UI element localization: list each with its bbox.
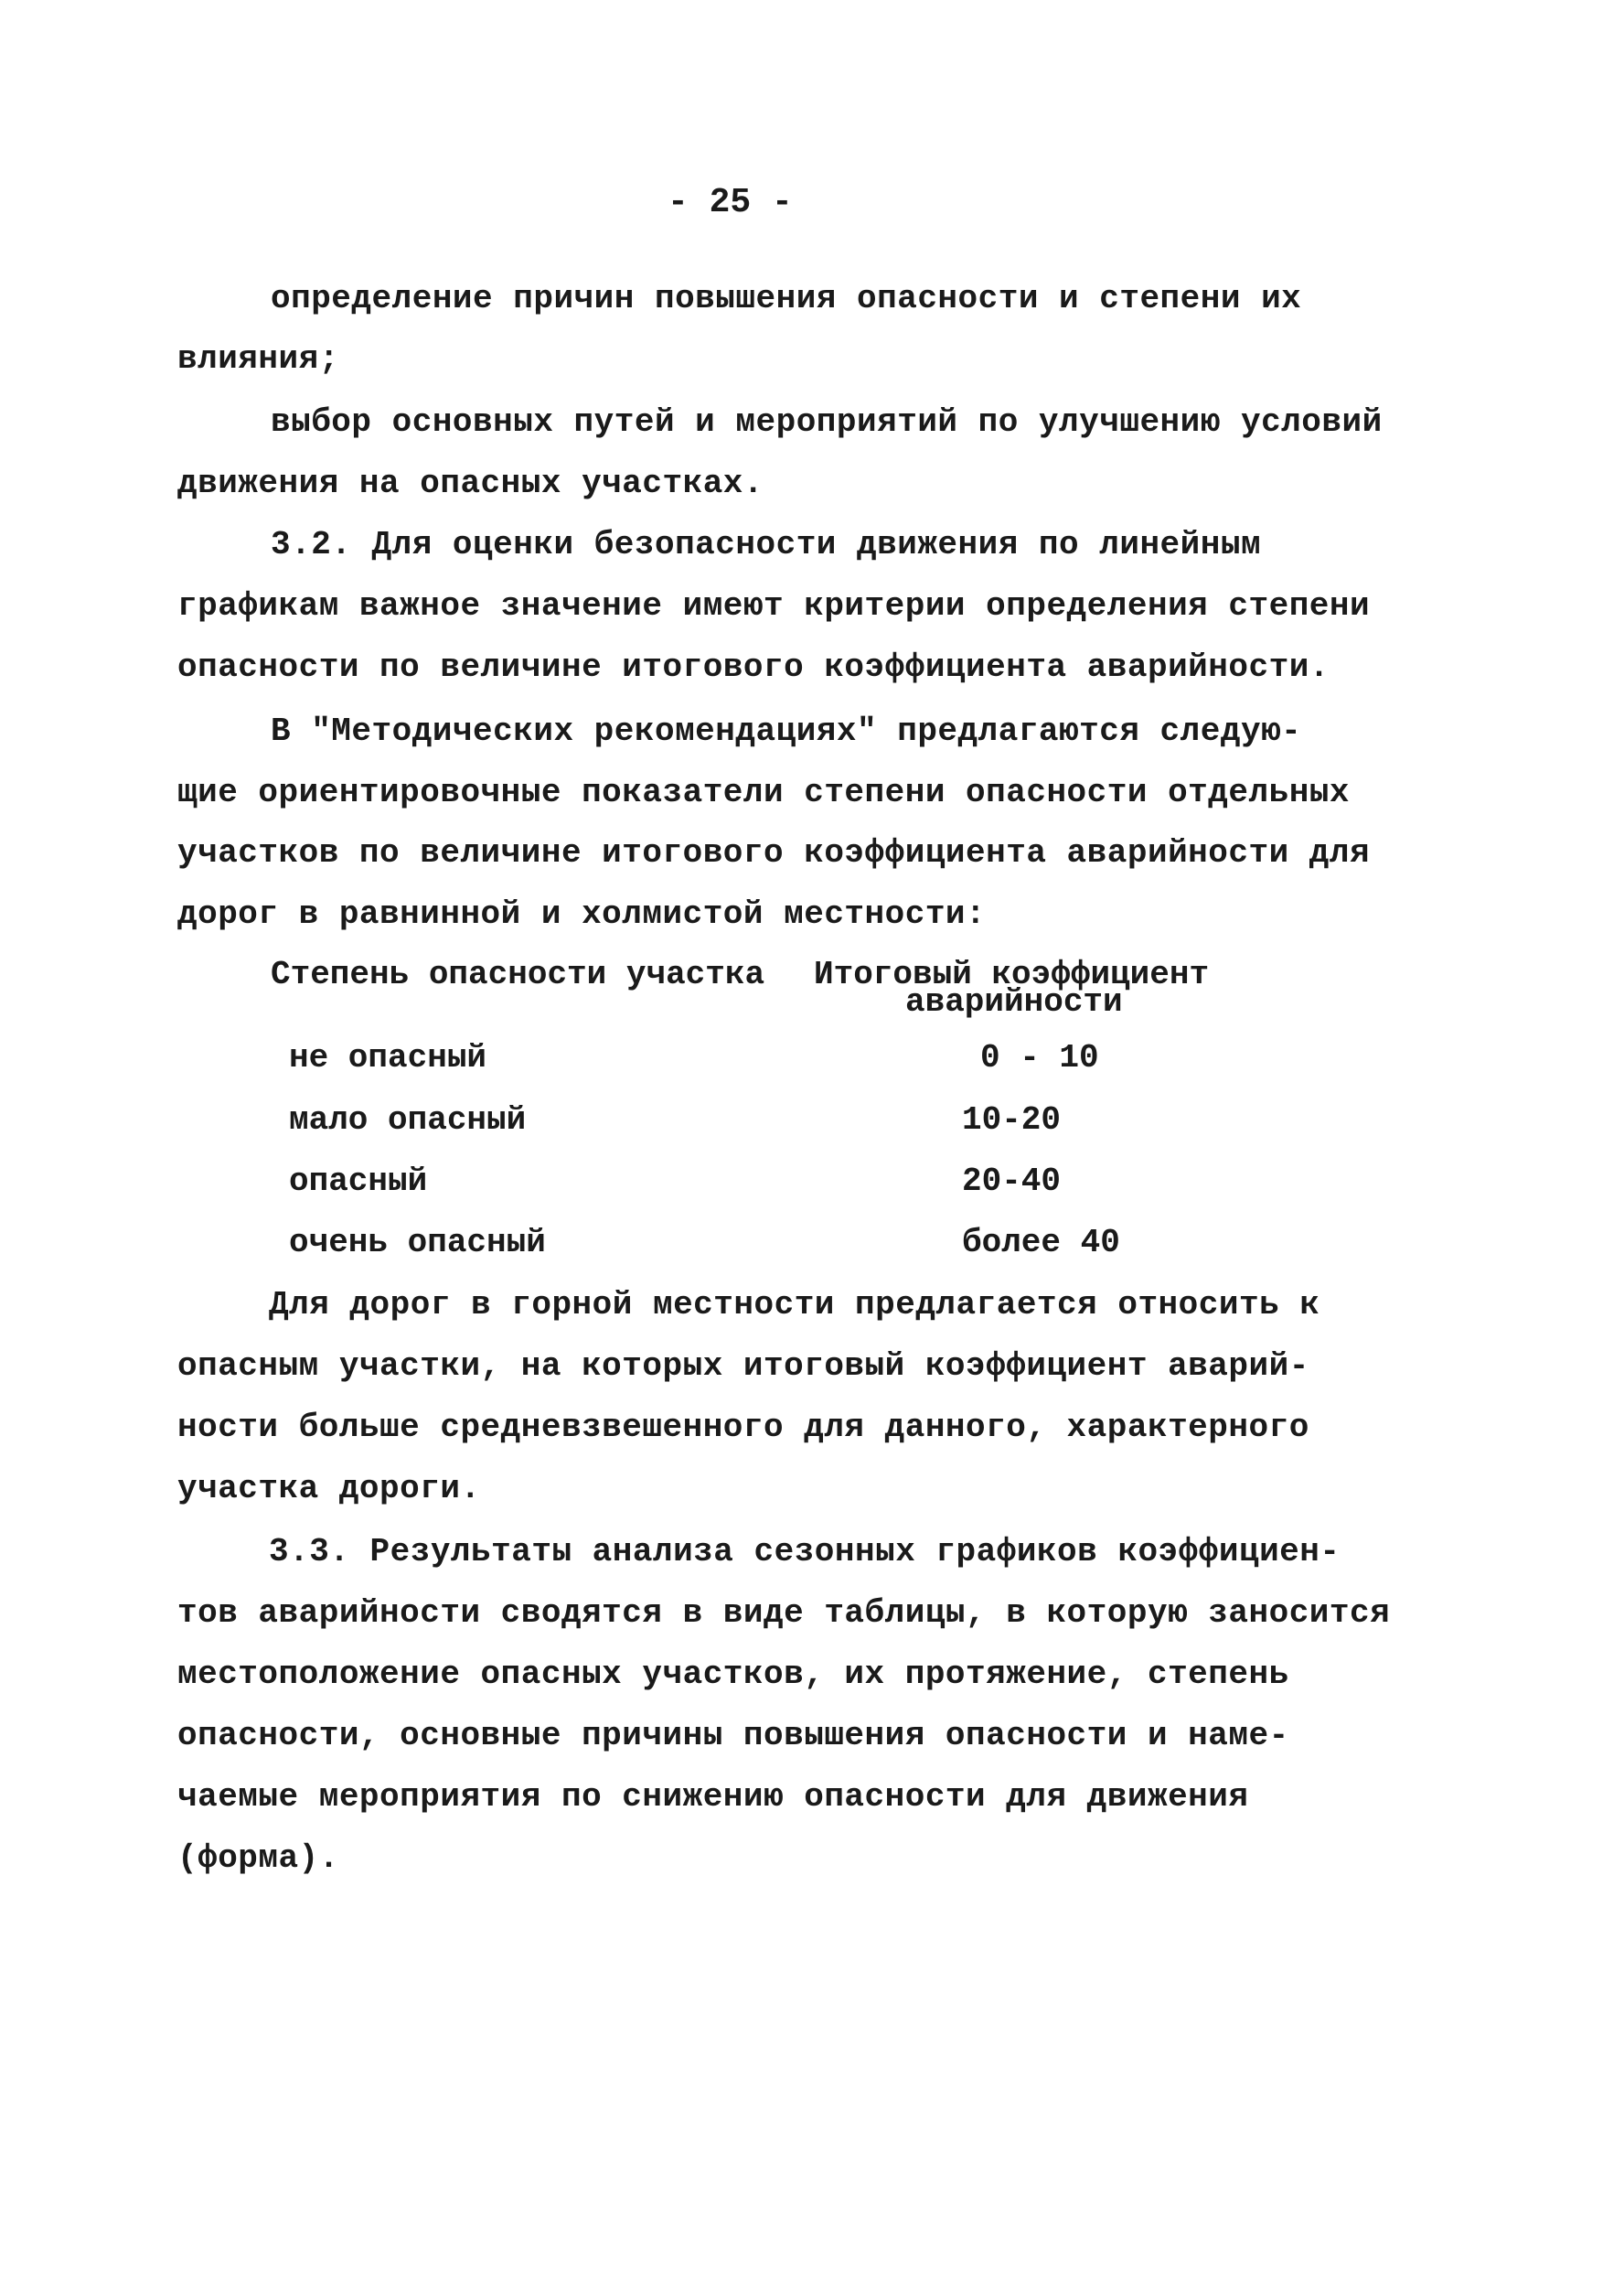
paragraph-3-line-3: опасности по величине итогового коэффициента аварийности. xyxy=(177,648,1330,686)
table-row-4-degree: очень опасный xyxy=(289,1224,546,1261)
paragraph-5-line-1: Для дорог в горной местности предлагается относить к xyxy=(269,1286,1320,1324)
table-row-1-coefficient: 0 - 10 xyxy=(980,1039,1099,1077)
paragraph-4-line-2: щие ориентировочные показатели степени опасности отдельных xyxy=(177,774,1351,811)
table-row-3-coefficient: 20-40 xyxy=(962,1163,1062,1200)
table-row-4-coefficient: более 40 xyxy=(962,1224,1120,1261)
paragraph-2-line-1: выбор основных путей и мероприятий по улучшению условий xyxy=(271,403,1383,441)
paragraph-5-line-4: участка дороги. xyxy=(177,1470,481,1507)
page-number: - 25 - xyxy=(668,183,793,222)
paragraph-3-line-1: 3.2. Для оценки безопасности движения по линейным xyxy=(271,526,1262,563)
table-row-3-degree: опасный xyxy=(289,1163,428,1200)
paragraph-4-line-1: В "Методических рекомендациях" предлагаются следую- xyxy=(271,713,1302,750)
paragraph-4-line-4: дорог в равнинной и холмистой местности: xyxy=(177,895,987,933)
table-row-2-degree: мало опасный xyxy=(289,1101,527,1139)
paragraph-1-line-1: определение причин повышения опасности и степени их xyxy=(271,280,1302,317)
paragraph-3-line-2: графикам важное значение имеют критерии определения степени xyxy=(177,587,1371,625)
paragraph-6-line-4: опасности, основные причины повышения опасности и наме- xyxy=(177,1717,1289,1754)
table-header-coefficient-line-2: аварийности xyxy=(905,983,1123,1021)
table-header-coefficient-line-1: Итоговый коэффициент xyxy=(814,956,1210,993)
paragraph-6-line-2: тов аварийности сводятся в виде таблицы, в которую заносится xyxy=(177,1594,1391,1632)
paragraph-6-line-5: чаемые мероприятия по снижению опасности для движения xyxy=(177,1778,1249,1816)
paragraph-5-line-3: ности больше средневзвешенного для данного, характерного xyxy=(177,1409,1309,1446)
table-header-degree: Степень опасности участка xyxy=(271,956,765,993)
table-row-1-degree: не опасный xyxy=(289,1039,487,1077)
paragraph-4-line-3: участков по величине итогового коэффициента аварийности для xyxy=(177,834,1371,872)
paragraph-6-line-6: (форма). xyxy=(177,1839,339,1877)
paragraph-1-line-2: влияния; xyxy=(177,340,339,378)
paragraph-5-line-2: опасным участки, на которых итоговый коэффициент аварий- xyxy=(177,1347,1309,1385)
table-row-2-coefficient: 10-20 xyxy=(962,1101,1062,1139)
paragraph-6-line-1: 3.3. Результаты анализа сезонных графиков коэффициен- xyxy=(269,1533,1341,1570)
paragraph-2-line-2: движения на опасных участках. xyxy=(177,465,764,502)
paragraph-6-line-3: местоположение опасных участков, их протяжение, степень xyxy=(177,1656,1289,1693)
